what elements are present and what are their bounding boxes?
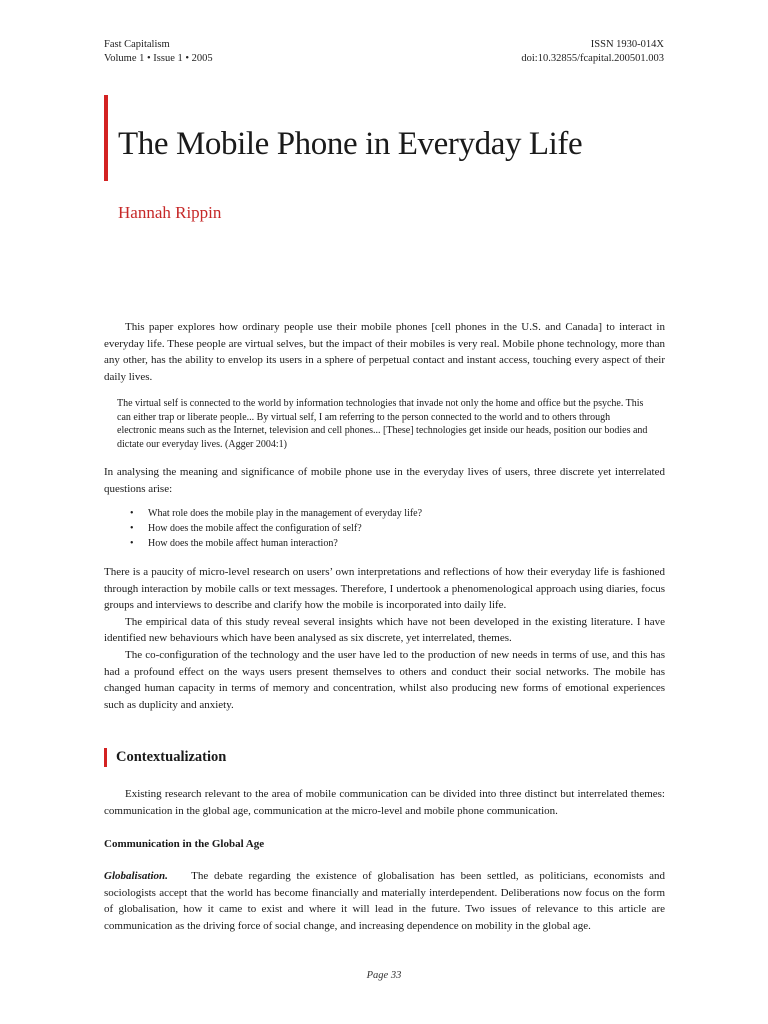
globalisation-term: Globalisation. [104,870,168,882]
bullet-icon: • [130,522,134,534]
intro-paragraphs-3-5 [104,564,665,713]
intro-paragraph-5: The co-configuration of the technology and the user have led to the production of new needs in terms of use, and this has had a profound effect on the ways users present themselves to others and conduct their social networks. The mobile has changed human capacity in terms of memory and concentration, whilst also producing new forms of emotional experiences such as duplicity and anxiety. [104,648,665,711]
section-paragraph-1: Existing research relevant to the area of mobile communication can be divided into three distinct but interrelated themes: communication in the global age, communication at the micro-level and mobile phone communication. [104,788,665,817]
globalisation-paragraph [104,868,665,934]
issn: ISSN 1930-014X [590,39,664,50]
page-number: Page 33 [366,970,402,981]
list-item: • What role does the mobile play in the management of everyday life? [130,507,422,522]
article-author: Hannah Rippin [118,203,222,222]
section-accent-bar [104,748,107,767]
subsection-heading: Communication in the Global Age [104,838,265,850]
article-title: The Mobile Phone in Everyday Life [118,126,583,162]
intro-paragraph-3: There is a paucity of micro-level research on users’ own interpretations and reflections of how their everyday life is fashioned through interaction by mobile calls or text messages. Therefore, I undertook a phenomenological approach using diaries, focus groups and interviews to describe and clarify how the mobile is incorporated into daily life. [104,566,665,612]
intro-paragraph-2: In analysing the meaning and significance of mobile phone use in the everyday lives of users, three discrete yet interrelated questions arise: [104,466,665,495]
list-item: • How does the mobile affect the configuration of self? [130,522,422,537]
globalisation-text: The debate regarding the existence of globalisation has been settled, as politicians, economists and sociologists accept that the world has become financially and materially interdependent. Deliberations now focus on the form of globalisation, how it came to exist and where it will lead in the future. Two issues of relevance to this article are communication as the driving force of social change, and increasing dependence on mobility in the global age. [104,870,665,932]
volume-issue: Volume 1 • Issue 1 • 2005 [104,53,213,64]
running-header-left [104,38,213,66]
title-accent-bar [104,95,108,181]
research-questions-list [130,507,422,551]
bullet-icon: • [130,537,134,549]
bullet-icon: • [130,508,134,519]
intro-paragraph-4: The empirical data of this study reveal several insights which have not been developed in the existing literature. I have identified new behaviours which have been analysed as six discrete, yet interrelated, themes. [104,615,665,645]
running-header-right [521,38,664,66]
doi: doi:10.32855/fcapital.200501.003 [521,53,664,64]
journal-name: Fast Capitalism [104,39,170,50]
intro-paragraph-1: This paper explores how ordinary people use their mobile phones [cell phones in the U.S. and Canada] to interact in everyday life. These people are virtual selves, but the impact of their mobiles is very real. Mobile phone technology, more than any other, has the ability to envelop its users in a sphere of perpetual contact and instant access, touching every aspect of their daily lives. [104,321,665,383]
list-item: • How does the mobile affect human interaction? [130,537,422,552]
section-heading: Contextualization [116,749,227,765]
block-quote: The virtual self is connected to the world by information technologies that invade not only the home and office but the psyche. This can either trap or liberate people... By virtual self, I am referring to the person connected to the world and to others through electronic means such as the Internet, television and cell phones... [These] technologies get inside our heads, position our bodies and dictate our everyday lives. (Agger 2004:1) [117,398,648,450]
